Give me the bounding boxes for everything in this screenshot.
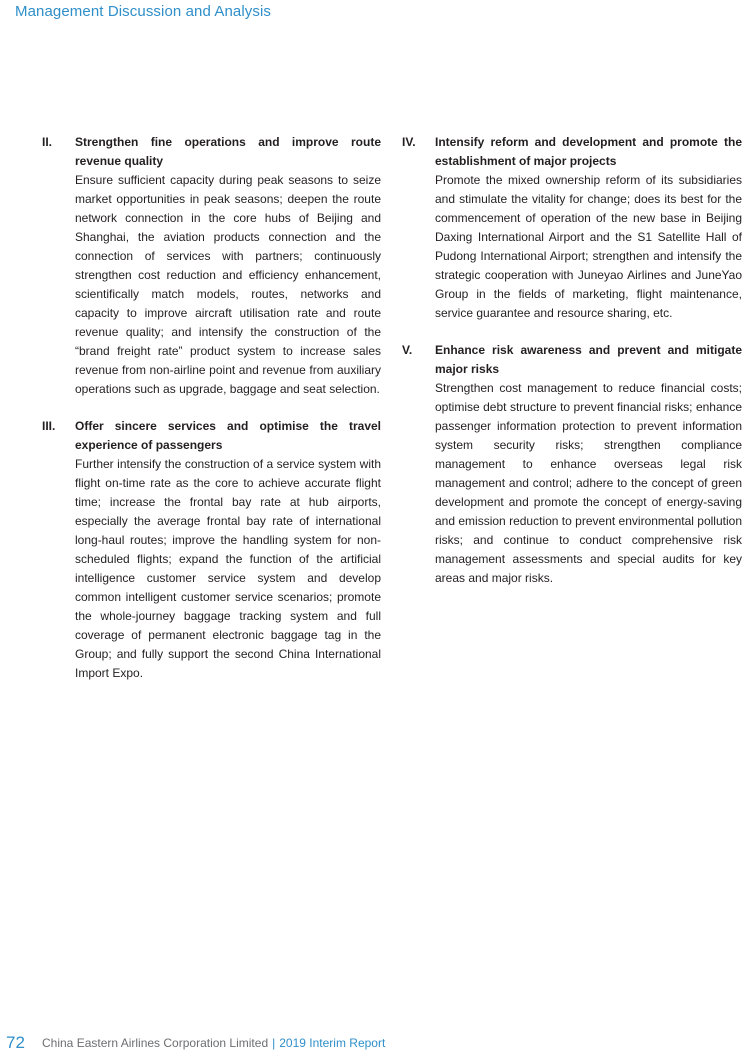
page-header-title: Management Discussion and Analysis xyxy=(15,3,272,20)
section-numeral: III. xyxy=(42,419,56,433)
left-column xyxy=(42,133,381,701)
section-body: Promote the mixed ownership reform of its subsidiaries and stimulate the vitality for change; does its best for the commencement of operation of the new base in Beijing Daxing International Airport and the S1 Satellite Hall of Pudong International Airport; strengthen and intensify the strategic cooperation with Juneyao Airlines and JuneYao Group in the fields of marketing, flight maintenance, service guarantee and resource sharing, etc. xyxy=(435,173,742,320)
section-title: Enhance risk awareness and prevent and mitigate major risks xyxy=(435,343,742,376)
section-body: Further intensify the construction of a service system with flight on-time rate as the core to achieve accurate flight time; increase the frontal bay rate at hub airports, especially the average frontal bay rate of international long-haul routes; improve the handling system for non-scheduled flights; expand the function of the artificial intelligence customer service system and develop common intelligent customer service scenarios; promote the whole-journey baggage tracking system and full coverage of permanent electronic baggage tag in the Group; and fully support the second China International Import Expo. xyxy=(75,457,381,680)
section-heading xyxy=(402,341,742,379)
section-numeral: IV. xyxy=(402,135,416,149)
section-heading xyxy=(42,417,381,455)
section-numeral: V. xyxy=(402,343,413,357)
page-number: 72 xyxy=(6,1033,25,1052)
section-iv xyxy=(402,133,742,323)
section-body: Strengthen cost management to reduce financial costs; optimise debt structure to prevent financial risks; enhance passenger information protection to prevent information system security risks; strengthen compliance management to enhance overseas legal risk management and control; adhere to the concept of green development and promote the concept of energy-saving and emission reduction to prevent environmental pollution risks; and continue to conduct comprehensive risk management assessments and special audits for key areas and major risks. xyxy=(435,381,742,585)
footer-company: China Eastern Airlines Corporation Limited xyxy=(42,1036,269,1050)
section-body: Ensure sufficient capacity during peak seasons to seize market opportunities in peak seasons; deepen the route network connection in the core hubs of Beijing and Shanghai, the aviation products connection and the connection of services with partners; continuously strengthen cost reduction and efficiency enhancement, scientifically match models, routes, networks and capacity to improve aircraft utilisation rate and route revenue quality; and intensify the construction of the “brand freight rate” product system to increase sales revenue from non-airline point and revenue from auxiliary operations such as upgrade, baggage and seat selection. xyxy=(75,173,381,396)
right-column xyxy=(402,133,742,606)
section-iii xyxy=(42,417,381,683)
page-footer xyxy=(0,1033,756,1055)
section-title: Strengthen fine operations and improve route revenue quality xyxy=(75,135,381,168)
section-heading xyxy=(42,133,381,171)
section-title: Offer sincere services and optimise the travel experience of passengers xyxy=(75,419,381,452)
section-numeral: II. xyxy=(42,135,53,149)
section-heading xyxy=(402,133,742,171)
section-ii xyxy=(42,133,381,399)
footer-report-name: 2019 Interim Report xyxy=(279,1036,386,1050)
section-v xyxy=(402,341,742,588)
footer-text xyxy=(42,1036,385,1050)
footer-separator: | xyxy=(272,1036,276,1050)
section-title: Intensify reform and development and promote the establishment of major projects xyxy=(435,135,742,168)
